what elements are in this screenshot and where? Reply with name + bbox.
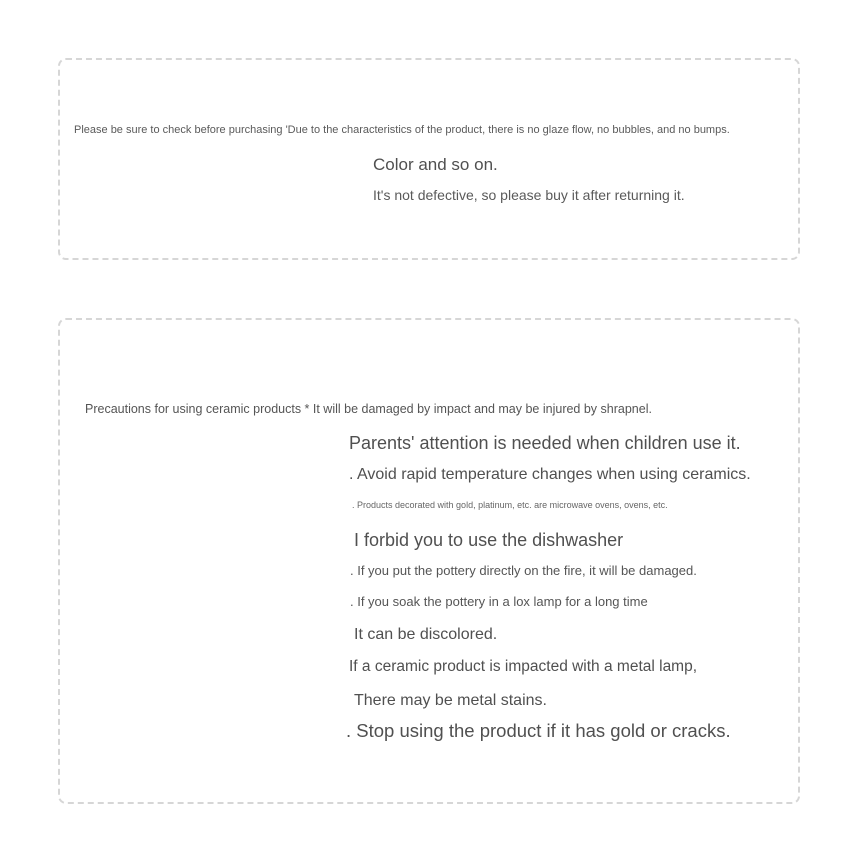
precaution-line: Parents' attention is needed when children use it. <box>349 433 741 453</box>
precaution-line: . Stop using the product if it has gold or cracks. <box>346 720 731 741</box>
precaution-line: There may be metal stains. <box>354 692 547 709</box>
precaution-line: . If you soak the pottery in a lox lamp for a long time <box>350 594 648 609</box>
precautions-lead-text: Precautions for using ceramic products * It will be damaged by impact and may be injured by shrapnel. <box>85 402 652 416</box>
precaution-line: If a ceramic product is impacted with a metal lamp, <box>349 658 698 675</box>
notice-line: Color and so on. <box>373 155 498 174</box>
notice-lead-text: Please be sure to check before purchasing 'Due to the characteristics of the product, there is no glaze flow, no bubbles, and no bumps. <box>74 124 730 136</box>
precaution-line: . Products decorated with gold, platinum, etc. are microwave ovens, ovens, etc. <box>352 500 668 510</box>
precaution-line: I forbid you to use the dishwasher <box>354 530 624 550</box>
precaution-line: . Avoid rapid temperature changes when using ceramics. <box>349 466 751 483</box>
precaution-line: It can be discolored. <box>354 626 498 643</box>
notice-line: It's not defective, so please buy it after returning it. <box>373 187 685 203</box>
precaution-line: . If you put the pottery directly on the fire, it will be damaged. <box>350 563 697 578</box>
